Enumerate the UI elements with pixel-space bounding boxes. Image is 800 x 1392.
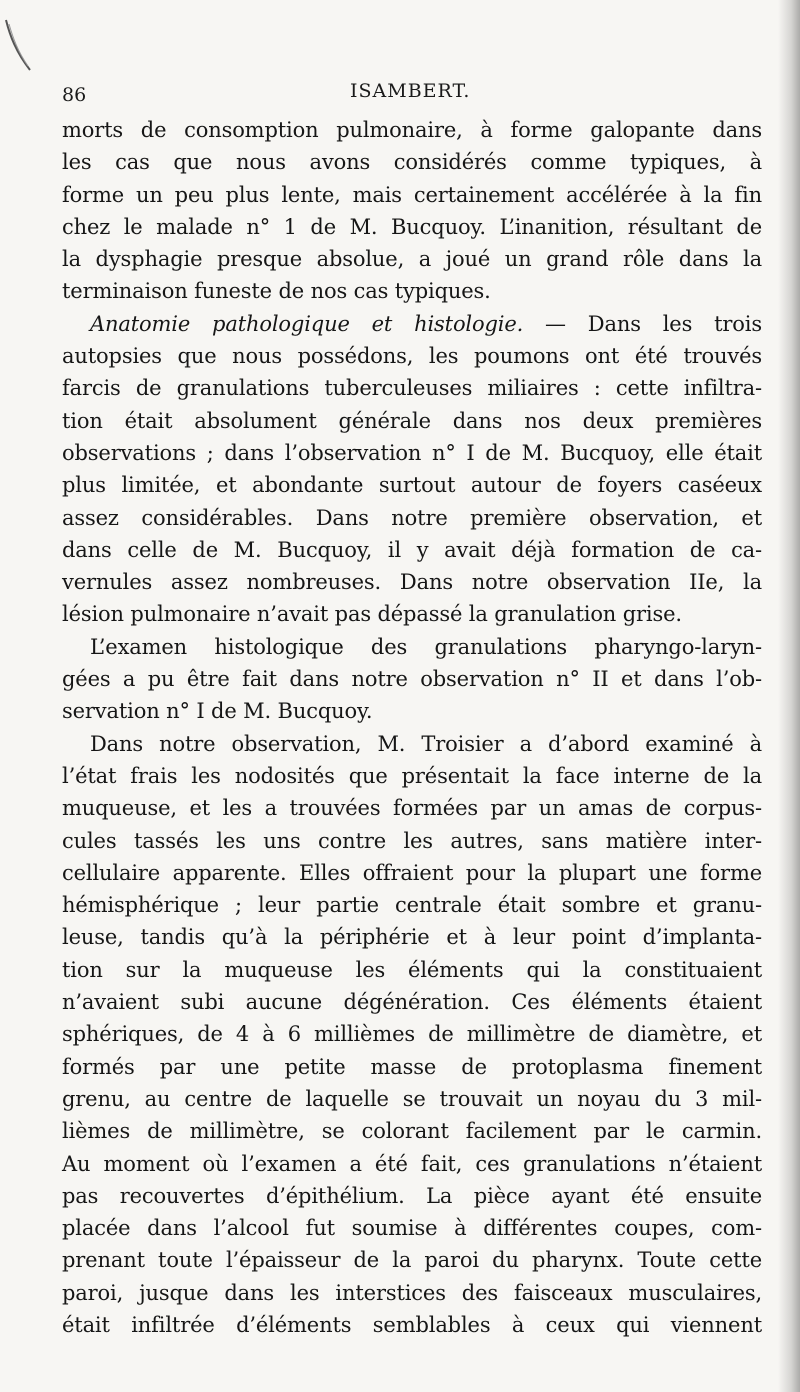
line-text: lésion pulmonaire n’avait pas dépassé la granulation grise.: [62, 602, 682, 627]
text-line: [62, 825, 762, 857]
line-text: servation n° I de M. Bucquoy.: [62, 699, 373, 724]
text-line: [62, 372, 762, 404]
body-text: [62, 114, 762, 1341]
text-line: [62, 146, 762, 178]
section-heading-italic: Anatomie pathologique et histologie.: [90, 311, 524, 336]
line-text: cellulaire apparente. Elles offraient pour la plupart une forme: [62, 860, 762, 885]
line-text: prenant toute l’épaisseur de la paroi du pharynx. Toute cette: [62, 1248, 762, 1273]
text-line: [62, 243, 762, 275]
text-line: [62, 760, 762, 792]
text-line: [62, 211, 762, 243]
text-line: [62, 469, 762, 501]
line-text: muqueuse, et les a trouvées formées par un amas de corpus-: [62, 796, 762, 821]
line-text: leuse, tandis qu’à la périphérie et à leur point d’implanta-: [62, 925, 762, 950]
line-text: cules tassés les uns contre les autres, sans matière inter-: [62, 828, 762, 853]
line-text: dans celle de M. Bucquoy, il y avait déjà formation de ca-: [62, 537, 762, 562]
text-line: [62, 1277, 762, 1309]
line-text: grenu, au centre de laquelle se trouvait un noyau du 3 mil-: [62, 1086, 762, 1111]
text-line: [62, 728, 762, 760]
line-text: la dysphagie presque absolue, a joué un grand rôle dans la: [62, 247, 762, 272]
line-text: observations ; dans l’observation n° I de M. Bucquoy, elle était: [62, 440, 762, 465]
text-line: [62, 1212, 762, 1244]
line-text: formés par une petite masse de protoplasma finement: [62, 1054, 762, 1079]
line-text: tion sur la muqueuse les éléments qui la constituaient: [62, 957, 762, 982]
text-line: [62, 695, 762, 727]
line-text: chez le malade n° 1 de M. Bucquoy. L’inanition, résultant de: [62, 214, 762, 239]
text-line: [62, 1309, 762, 1341]
line-text: assez considérables. Dans notre première observation, et: [62, 505, 762, 530]
line-text: pas recouvertes d’épithélium. La pièce ayant été ensuite: [62, 1183, 762, 1208]
line-text: n’avaient subi aucune dégénération. Ces éléments étaient: [62, 990, 762, 1015]
text-line: [62, 437, 762, 469]
line-text: lièmes de millimètre, se colorant facilement par le carmin.: [62, 1119, 762, 1144]
page-header: [62, 80, 752, 110]
line-text: morts de consomption pulmonaire, à forme galopante dans: [62, 118, 762, 142]
text-line: [62, 792, 762, 824]
line-text: L’examen histologique des granulations pharyngo-laryn-: [90, 634, 762, 659]
text-line: [62, 663, 762, 695]
text-line: [62, 405, 762, 437]
line-text: paroi, jusque dans les interstices des faisceaux musculaires,: [62, 1280, 762, 1305]
line-text: — Dans les trois: [523, 311, 762, 336]
page-corner-mark: [4, 18, 34, 73]
page-number: 86: [62, 84, 87, 106]
text-line: [62, 889, 762, 921]
line-text: gées a pu être fait dans notre observation n° II et dans l’ob-: [62, 667, 762, 692]
text-line: [62, 114, 762, 146]
line-text: farcis de granulations tuberculeuses miliaires : cette infiltra-: [62, 376, 762, 401]
line-text: Dans notre observation, M. Troisier a d’abord examiné à: [90, 731, 762, 756]
line-text: était infiltrée d’éléments semblables à ceux qui viennent: [62, 1312, 762, 1337]
line-text: sphériques, de 4 à 6 millièmes de millimètre de diamètre, et: [62, 1022, 762, 1047]
line-text: tion était absolument générale dans nos deux premières: [62, 408, 762, 433]
line-text: plus limitée, et abondante surtout autour de foyers caséeux: [62, 473, 762, 498]
line-text: autopsies que nous possédons, les poumons ont été trouvés: [62, 344, 762, 369]
text-line: [62, 954, 762, 986]
text-line: [62, 986, 762, 1018]
line-text: hémisphérique ; leur partie centrale était sombre et granu-: [62, 893, 762, 918]
text-line: [62, 631, 762, 663]
text-line: [62, 308, 762, 340]
text-line: [62, 1051, 762, 1083]
running-head: ISAMBERT.: [350, 80, 471, 102]
line-text: forme un peu plus lente, mais certainement accélérée à la fin: [62, 182, 762, 207]
line-text: Au moment où l’examen a été fait, ces granulations n’étaient: [62, 1151, 762, 1176]
text-line: [62, 179, 762, 211]
line-text: placée dans l’alcool fut soumise à différentes coupes, com-: [62, 1216, 762, 1241]
line-text: les cas que nous avons considérés comme typiques, à: [62, 150, 762, 175]
text-line: [62, 1148, 762, 1180]
text-line: [62, 502, 762, 534]
line-text: vernules assez nombreuses. Dans notre observation IIe, la: [62, 570, 762, 595]
text-line: [62, 857, 762, 889]
text-line: [62, 921, 762, 953]
text-line: [62, 566, 762, 598]
line-text: terminaison funeste de nos cas typiques.: [62, 279, 491, 304]
text-line: [62, 1244, 762, 1276]
text-line: [62, 340, 762, 372]
text-line: [62, 1115, 762, 1147]
page-edge-shadow: [778, 0, 800, 1392]
text-line: [62, 1180, 762, 1212]
text-line: [62, 598, 762, 630]
text-line: [62, 275, 762, 307]
text-line: [62, 1018, 762, 1050]
text-line: [62, 1083, 762, 1115]
text-line: [62, 534, 762, 566]
line-text: l’état frais les nodosités que présentait la face interne de la: [62, 763, 762, 788]
